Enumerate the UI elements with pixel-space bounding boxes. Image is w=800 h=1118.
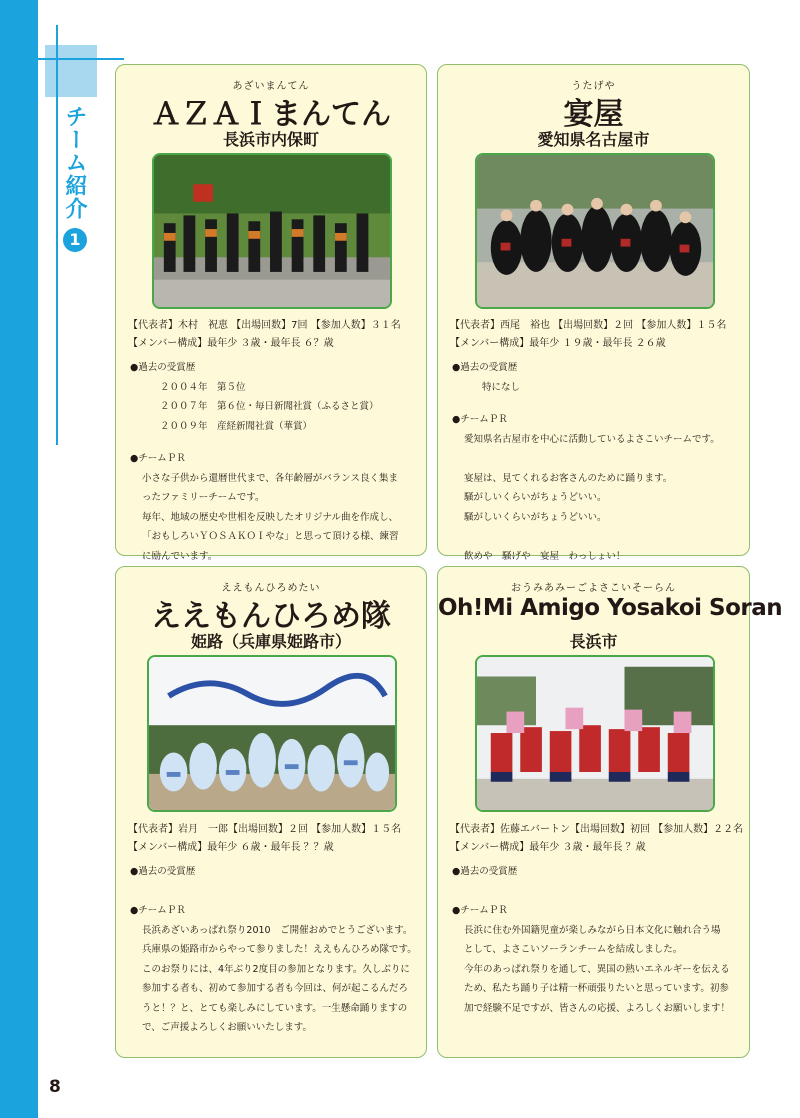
team-reading: ええもんひろめたい (221, 583, 321, 594)
award-item: ２００９年 産経新聞社賞（華賞） (160, 420, 313, 432)
team-reading: おうみあみーごよさこいそーらん (511, 583, 676, 594)
info-members-line: 【メンバー構成】最年少 ６歳・最年長 ？？歳 (128, 842, 334, 853)
team-card-azai-manten (115, 64, 427, 562)
team-location: 長浜市 (569, 632, 618, 651)
team-name: ＡＺＡＩまんてん (151, 97, 391, 132)
pr-line: で、ご声援よろしくお願いいたします。 (142, 1022, 313, 1033)
awards-heading: ●過去の受賞歴 (130, 362, 196, 373)
pr-line (452, 527, 743, 547)
team-name: Oh!Mi Amigo Yosakoi Soran (438, 595, 783, 621)
awards-heading: ●過去の受賞歴 (130, 866, 196, 877)
side-color-bar (0, 0, 38, 1118)
pr-line: このお祭りには、4年ぶり2度目の参加となります。久しぶりに (142, 963, 410, 975)
pr-line: として、よさこいソーランチームを結成しました。 (464, 944, 683, 955)
decorative-square (45, 45, 97, 97)
pr-line: 兵庫県の姫路市からやって参りました！ええもんひろめ隊です。 (142, 944, 417, 955)
team-name: ええもんひろめ隊 (151, 599, 391, 634)
pr-line: 騒がしいくらいがちょうどいい。 (464, 511, 607, 523)
pr-line: 長浜あざいあっぱれ祭り2010 ご開催おめでとうございます。 (142, 924, 413, 936)
decorative-vertical-line (56, 25, 58, 445)
pr-line: 参加する者も、初めて参加する者も今回は、何が起こるんだろ (142, 983, 409, 994)
pr-line: ったファミリーチームです。 (142, 492, 265, 503)
pr-line (452, 449, 743, 469)
team-card-eemon-hirometai (115, 566, 427, 1058)
pr-line: 宴屋は、見てくれるお客さんのために踊ります。 (464, 472, 673, 484)
info-members-line: 【メンバー構成】最年少 ３歳・最年長 ６？歳 (128, 338, 334, 349)
info-representative-line: 【代表者】佐藤エバートン【出場回数】初回 【参加人数】２２名 (450, 824, 744, 835)
pr-heading: ●チームＰＲ (452, 905, 508, 916)
team-photo (147, 655, 397, 812)
pr-line: 騒がしいくらいがちょうどいい。 (464, 492, 607, 503)
info-members-line: 【メンバー構成】最年少 １９歳・最年長 ２６歳 (450, 338, 666, 349)
team-name: 宴屋 (563, 97, 624, 132)
pr-line: に励んでいます。 (142, 550, 218, 562)
info-representative-line: 【代表者】木村 祝恵 【出場回数】7回 【参加人数】３１名 (128, 320, 401, 331)
pr-line: 飲めや 騒げや 宴屋 わっしょい！ (464, 550, 626, 562)
award-item: ２００７年 第６位・毎日新聞社賞（ふるさと賞） (160, 401, 379, 412)
team-reading: うたげや (571, 81, 616, 92)
decorative-horizontal-line (38, 58, 124, 60)
team-location: 長浜市内保町 (222, 130, 319, 149)
awards-heading: ●過去の受賞歴 (452, 866, 518, 877)
team-card-ohmi-amigo (437, 566, 783, 1058)
info-representative-line: 【代表者】西尾 裕也 【出場回数】２回 【参加人数】１５名 (450, 320, 727, 331)
award-item: 特になし (482, 381, 521, 393)
pr-heading: ●チームＰＲ (130, 453, 186, 464)
section-title: チーム紹介 (62, 105, 87, 220)
team-location: 姫路（兵庫県姫路市） (190, 632, 351, 651)
team-photo (475, 153, 715, 309)
pr-line: 長浜に住む外国籍児童が楽しみながら日本文化に触れ合う場 (464, 924, 721, 936)
team-photo (152, 153, 392, 309)
team-reading: あざいまんてん (232, 81, 310, 92)
pr-line: 「おもしろいＹＯＳＡＫＯＩやな」と思って頂ける様、練習 (142, 531, 399, 542)
awards-heading: ●過去の受賞歴 (452, 362, 518, 373)
pr-line: 加で経験不足ですが、皆さんの応援、よろしくお願いします！ (464, 1002, 731, 1014)
award-item: ２００４年 第５位 (160, 381, 246, 393)
pr-heading: ●チームＰＲ (130, 905, 186, 916)
pr-line: 今年のあっぱれ祭りを通して、異国の熱いエネルギーを伝える (464, 963, 730, 975)
pr-line: 毎年、地域の歴史や世相を反映したオリジナル曲を作成し、 (142, 511, 399, 523)
page-number: 8 (49, 1077, 61, 1097)
team-location: 愛知県名古屋市 (537, 130, 650, 149)
pr-line: 小さな子供から還暦世代まで、各年齢層がバランス良く集ま (142, 472, 399, 484)
team-card-utageya (437, 64, 750, 562)
team-photo (475, 655, 715, 812)
pr-line: ため、私たち踊り子は精一杯頑張りたいと思っています。初参 (464, 983, 729, 994)
pr-line: 愛知県名古屋市を中心に活動しているよさこいチームです。 (464, 433, 720, 445)
info-representative-line: 【代表者】岩月 一郎【出場回数】２回 【参加人数】１５名 (128, 824, 402, 835)
info-members-line: 【メンバー構成】最年少 ３歳・最年長 ？歳 (450, 842, 646, 853)
pr-heading: ●チームＰＲ (452, 414, 508, 425)
pr-line: うと！？と、とても楽しみにしています。一生懸命踊りますの (142, 1002, 408, 1014)
section-number-badge: 1 (63, 228, 87, 252)
